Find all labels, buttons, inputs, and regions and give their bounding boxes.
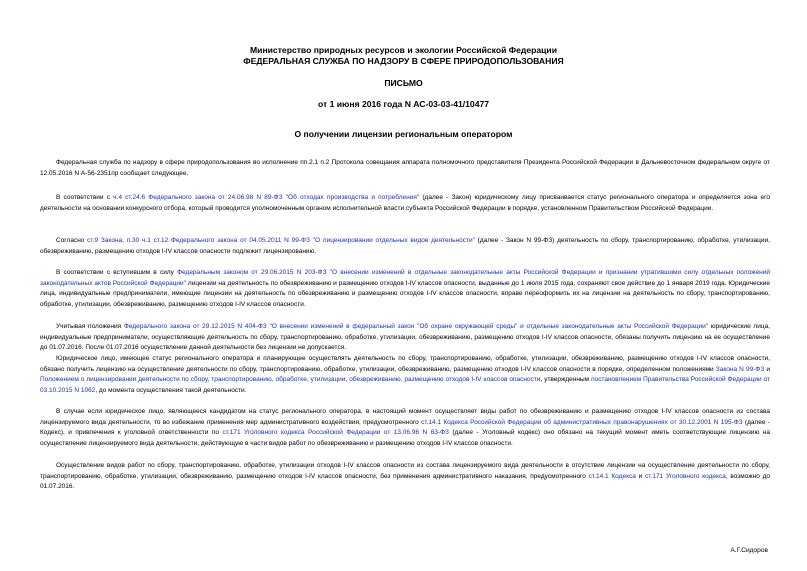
paragraph-text: Юридическое лицо, имеющее статус регионального оператора и планирующее осуществлять деятельность по сбору, транспортированию, обработке, утилизации, обезвреживанию, размещению отходов I-IV классов опасности, обязано получить лицензию на осуществление деятельности по сбору, транспортированию, обработке, утилизации, обезвреживанию, размещению отходов I-IV классов опасности в порядке, определенном положениями xyxy=(40,355,770,373)
law-reference-link[interactable]: Закона N 99-ФЗ xyxy=(715,365,765,373)
paragraph-text: юридические лица, индивидуальные предприниматели, осуществляющие деятельность по сбору, транспортированию, обработке, утилизации, обезвреживанию, размещению отходов I-IV классов опасности, обязаны получить лицензию на ее осуществление до 01.07.2016. После 01.07.2016 осуществление данной деятельности без лицензии не допускается. xyxy=(40,323,770,352)
paragraph-text: , утвержденным xyxy=(540,376,592,384)
paragraph-7 xyxy=(40,407,770,449)
paragraph-text: Согласно xyxy=(56,237,88,244)
paragraph-5 xyxy=(40,322,770,354)
paragraph-text: (далее - Закон) юридическому лицу присваивается статус регионального оператора и определяется зона его деятельности на основании конкурсного отбора, который проводится уполномоченным органом исполнительной власти субъекта Российской Федерации в порядке, установленном Правительством Российской Федерации. xyxy=(40,194,770,212)
law-reference-link[interactable]: ст.9 Закона xyxy=(87,237,123,244)
paragraph-text: лицензии на деятельность по обезвреживанию и размещению отходов I-IV классов опасности, выданные до 1 июля 2015 года, сохраняют свое действие до 1 января 2019 года. Юридические лица, индивидуальные предприниматели, имеющие лицензии на деятельность по обезвреживанию и размещению отходов I-IV классов опасности, вправе переоформить их на лицензии на деятельность по сбору, транспортированию, обработке, утилизации, обезвреживанию, размещению отходов I-IV классов опасности. xyxy=(40,279,770,308)
paragraph-text: (далее - Кодекс), и привлечения к уголовной ответственности по xyxy=(40,418,770,437)
paragraph-8 xyxy=(40,461,770,493)
law-reference-link[interactable]: ст.171 Уголовного кодекса xyxy=(645,472,726,480)
paragraph-text: Учитывая положения xyxy=(56,323,124,330)
paragraph-1 xyxy=(40,158,770,179)
law-reference-link[interactable]: п.30 ч.1 ст.12 Федерального закона от 04.05.2011 N 99-ФЗ "О лицензировании отдельных видов деятельности" xyxy=(126,237,475,244)
service-name: ФЕДЕРАЛЬНАЯ СЛУЖБА ПО НАДЗОРУ В СФЕРЕ ПРИРОДОПОЛЬЗОВАНИЯ xyxy=(243,56,564,66)
document-subject: О получении лицензии региональным оператором xyxy=(294,129,513,139)
paragraph-text: , до момента осуществления такой деятельности. xyxy=(95,386,247,394)
paragraph-text: , xyxy=(122,237,127,244)
paragraph-text: (далее - Уголовный кодекс) оно обязано на текущий момент иметь соответствующие лицензию на осуществление лицензируемого вида деятельности, действующую в части видов работ по обезвреживанию и размещению отходов I-IV классов опасности. xyxy=(40,429,770,447)
law-reference-link[interactable]: ч.4 ст.24.6 Федерального закона от 24.06.98 N 89-ФЗ "Об отходах производства и потребления" xyxy=(113,194,420,201)
paragraph-text: (далее - Закон N 99-ФЗ) деятельность по сбору, транспортированию, обработке, утилизации, обезвреживанию, размещению отходов I-IV классов опасности подлежит лицензированию. xyxy=(40,237,770,255)
paragraph-text: и xyxy=(635,472,646,480)
paragraph-text: Осуществление видов работ по сбору, транспортированию, обработке, утилизации отходов I-IV классов опасности из состава лицензируемого вида деятельности в отсутствие лицензии на осуществление деятельности по сбору, транспортированию, обработке, утилизации, обезвреживанию, размещению отходов I-IV классов опасности, без применения административного наказания, предусмотренного xyxy=(40,462,770,480)
paragraph-6 xyxy=(40,354,770,396)
paragraph-text: В случае если юридическое лицо, являющееся кандидатом на статус регионального оператора, в настоящий момент осуществляет виды работ по обезвреживанию и размещению отходов I-IV классов опасности из состава лицензируемого вида деятельности, то во избежание применения мер административного воздействия, предусмотренного xyxy=(40,408,770,426)
law-reference-link[interactable]: ст.171 Уголовного кодекса Российской Федерации от 13.06.96 N 63-ФЗ xyxy=(222,429,449,437)
law-reference-link[interactable]: постановлением Правительства Российской Федерации от 03.10.2015 N 1062 xyxy=(40,376,770,394)
document-date-number: от 1 июня 2016 года N АС-03-03-41/10477 xyxy=(317,99,490,109)
paragraph-2 xyxy=(40,193,770,214)
law-reference-link[interactable]: ст.14.1 Кодекса xyxy=(588,472,636,480)
law-reference-link[interactable]: Федерального закона от 29.12.2015 N 404-ФЗ "О внесении изменений в федеральный закон "Об охране окружающей среды" и отдельные законодательные акты Российской Федерации" xyxy=(123,323,709,330)
paragraph-text: Федеральная служба по надзору в сфере природопользования во исполнение пп.2.1 п.2 Протокола совещания аппарата полномочного представителя Президента Российской Федерации в Дальневосточном федеральном округе от 12.05.2016 N А-56-2351пр сообщает следующее. xyxy=(40,159,770,177)
paragraph-text: В соответствии с xyxy=(56,194,114,201)
paragraph-text: В соответствии с вступившим в силу xyxy=(56,269,178,276)
paragraph-text: и xyxy=(764,365,770,373)
signature: А.Г.Сидоров xyxy=(730,547,768,554)
paragraph-3 xyxy=(40,236,770,257)
document-type: ПИСЬМО xyxy=(384,78,423,88)
law-reference-link[interactable]: Положением о лицензировании деятельности по сбору, транспортированию, обработке, утилизации, обезвреживанию, размещению отходов I-IV классов опасности xyxy=(40,376,541,384)
paragraph-text: , возможно до 01.07.2016. xyxy=(40,472,771,491)
ministry-name: Министерство природных ресурсов и экологии Российской Федерации xyxy=(250,45,557,55)
law-reference-link[interactable]: ст.14.1 Кодекса Российской Федерации об административных правонарушениях от 30.12.2001 N 195-ФЗ xyxy=(421,418,743,426)
paragraph-4 xyxy=(40,268,770,310)
law-reference-link[interactable]: Федеральным законом от 29.06.2015 N 203-ФЗ "О внесении изменений в отдельные законодательные акты Российской Федерации и признании утратившими силу отдельных положений законодательных актов Российской Федерации" xyxy=(40,269,770,287)
